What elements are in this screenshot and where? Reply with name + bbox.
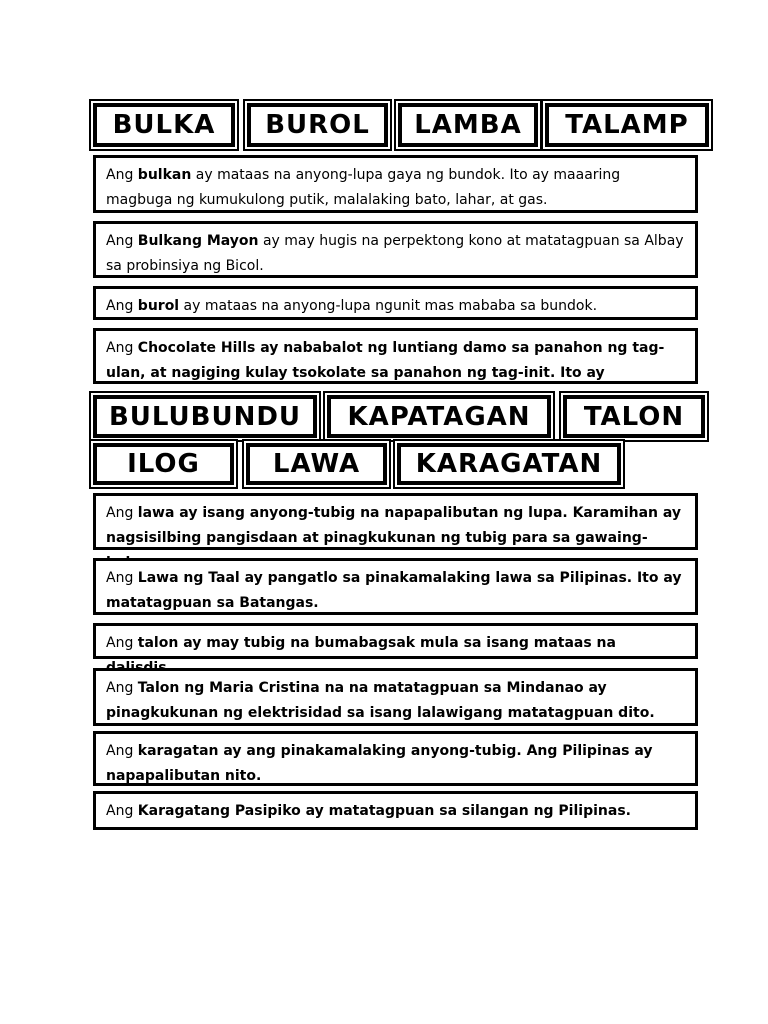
sentence-prefix: Ang: [106, 635, 138, 651]
word-card-lawa: LAWA: [246, 443, 387, 485]
sentence-keyword: Chocolate Hills ay nababalot ng luntiang damo sa panahon ng tag-ulan, at nagiging kulay tsokolate sa panahon ng tag-init. Ito ay: [106, 340, 665, 381]
sentence-keyword: karagatan ay ang pinakamalaking anyong-tubig. Ang Pilipinas ay napapalibutan nito.: [106, 743, 653, 784]
sentence-prefix: Ang: [106, 298, 138, 314]
sentence-prefix: Ang: [106, 167, 138, 183]
sentence-card: [93, 791, 698, 830]
sentence-card: [93, 155, 698, 213]
sentence-text: ay mataas na anyong-lupa gaya ng bundok. Ito ay maaaring magbuga ng kumukulong putik, malalaking bato, lahar, at gas.: [106, 167, 621, 208]
word-card-karagatan: KARAGATAN: [397, 443, 621, 485]
word-card-bulka: BULKA: [93, 103, 235, 147]
word-card-kapatagan: KAPATAGAN: [327, 395, 551, 438]
sentence-prefix: Ang: [106, 803, 138, 819]
sentence-keyword: burol: [137, 298, 180, 314]
sentence-keyword: Bulkang Mayon: [137, 233, 259, 249]
word-card-talamp: TALAMP: [545, 103, 709, 147]
word-card-talon: TALON: [563, 395, 705, 438]
sentence-prefix: Ang: [106, 233, 138, 249]
word-card-burol: BUROL: [247, 103, 388, 147]
sentence-keyword: Talon ng Maria Cristina na na matatagpuan sa Mindanao ay pinagkukunan ng elektrisidad sa isang lalawigang matatagpuan dito.: [106, 680, 655, 721]
word-card-ilog: ILOG: [93, 443, 234, 485]
sentence-prefix: Ang: [106, 743, 138, 759]
word-card-lamba: LAMBA: [398, 103, 538, 147]
sentence-card: [93, 558, 698, 615]
sentence-card: [93, 286, 698, 320]
sentence-card: [93, 221, 698, 278]
sentence-keyword: Karagatang Pasipiko ay matatagpuan sa silangan ng Pilipinas.: [137, 803, 631, 819]
sentence-card: [93, 493, 698, 550]
sentence-text: ay mataas na anyong-lupa ngunit mas mababa sa bundok.: [179, 298, 598, 314]
sentence-keyword: lawa ay isang anyong-tubig na napapalibutan ng lupa. Karamihan ay nagsisilbing pangisdaan at pinagkukunan ng tubig para sa gawaing-: [106, 505, 682, 546]
sentence-text: ay may hugis na perpektong kono at matatagpuan sa Albay sa probinsiya ng Bicol.: [106, 233, 684, 274]
sentence-keyword: talon ay may tubig na bumabagsak mula sa isang mataas na: [137, 635, 616, 651]
sentence-keyword: bulkan: [137, 167, 192, 183]
sentence-prefix: Ang: [106, 680, 138, 696]
sentence-prefix: Ang: [106, 505, 138, 521]
sentence-keyword: Lawa ng Taal ay pangatlo sa pinakamalaking lawa sa Pilipinas. Ito ay matatagpuan sa Batangas.: [106, 570, 682, 611]
sentence-prefix: Ang: [106, 340, 138, 356]
sentence-card: [93, 731, 698, 786]
sentence-card: [93, 668, 698, 726]
word-card-bulubundu: BULUBUNDU: [93, 395, 317, 438]
sentence-prefix: Ang: [106, 570, 138, 586]
sentence-card: [93, 328, 698, 384]
sentence-card: [93, 623, 698, 659]
